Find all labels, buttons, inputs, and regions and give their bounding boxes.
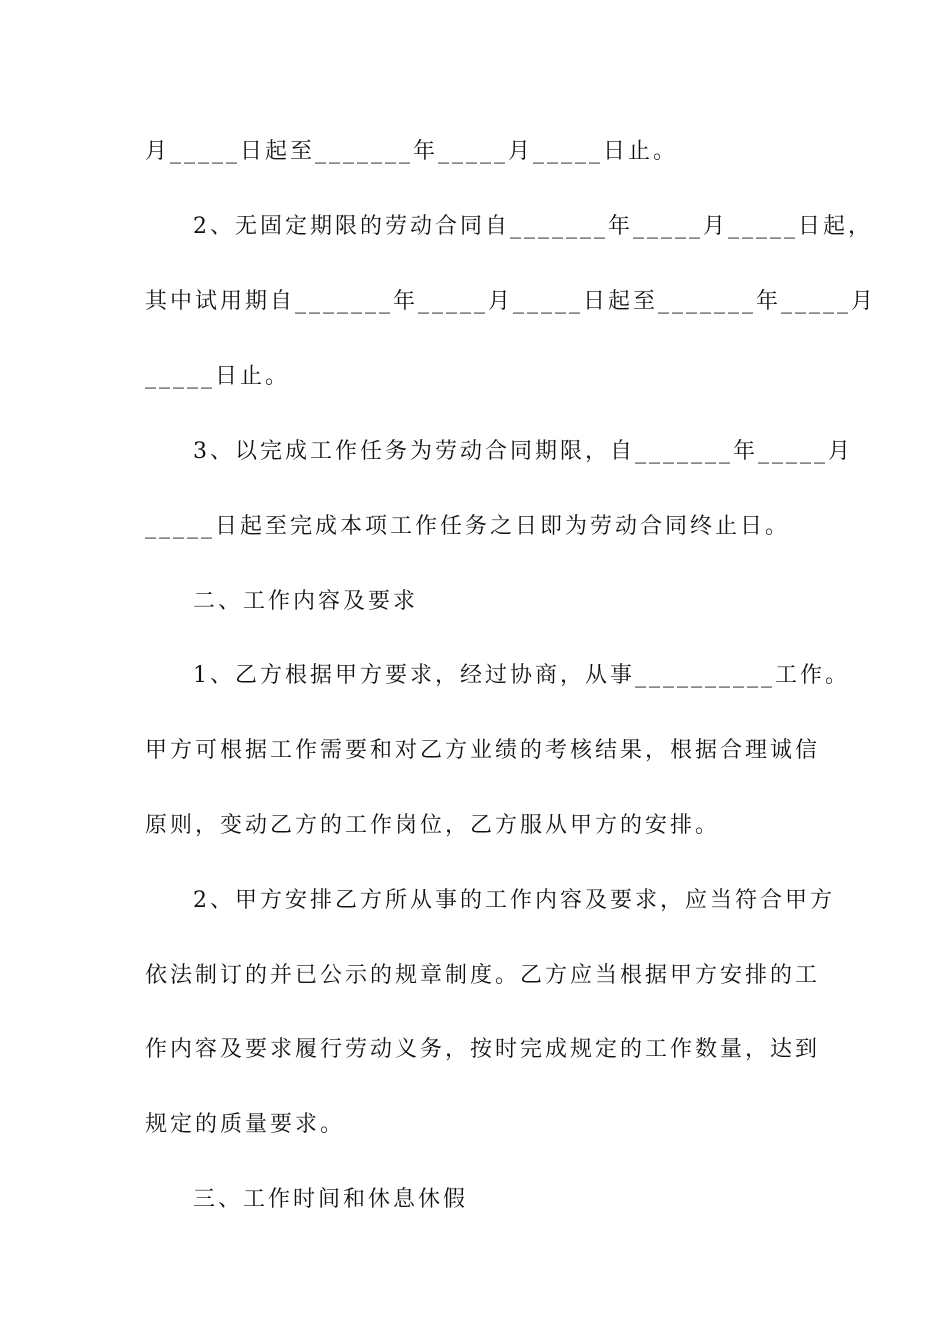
text-line-work-2-third: 作内容及要求履行劳动义务，按时完成规定的工作数量，达到 [145, 1037, 821, 1062]
section-heading-work-hours: 三、工作时间和休息休假 [193, 1187, 469, 1212]
text-line-clause-2-start: 2、无固定期限的劳动合同自_______年_____月_____日起， [193, 214, 873, 239]
text-line-work-1-start: 1、乙方根据甲方要求，经过协商，从事__________工作。 [193, 663, 850, 688]
text-line-work-1-middle: 甲方可根据工作需要和对乙方业绩的考核结果，根据合理诚信 [145, 738, 821, 763]
text-line-clause-3-end: _____日起至完成本项工作任务之日即为劳动合同终止日。 [145, 514, 791, 539]
text-line-probation: 其中试用期自_______年_____月_____日起至_______年_____月 [145, 289, 877, 314]
text-line-work-2-end: 规定的质量要求。 [145, 1112, 346, 1137]
text-line-work-2-second: 依法制订的并已公示的规章制度。乙方应当根据甲方安排的工 [145, 963, 821, 988]
text-line-term-end: 月_____日起至_______年_____月_____日止。 [145, 139, 679, 164]
text-line-work-1-end: 原则，变动乙方的工作岗位，乙方服从甲方的安排。 [145, 813, 721, 838]
text-line-probation-end: _____日止。 [145, 364, 291, 389]
section-heading-work-content: 二、工作内容及要求 [193, 589, 419, 614]
text-line-work-2-start: 2、甲方安排乙方所从事的工作内容及要求，应当符合甲方 [193, 888, 835, 913]
text-line-clause-3-start: 3、以完成工作任务为劳动合同期限，自_______年_____月 [193, 439, 853, 464]
